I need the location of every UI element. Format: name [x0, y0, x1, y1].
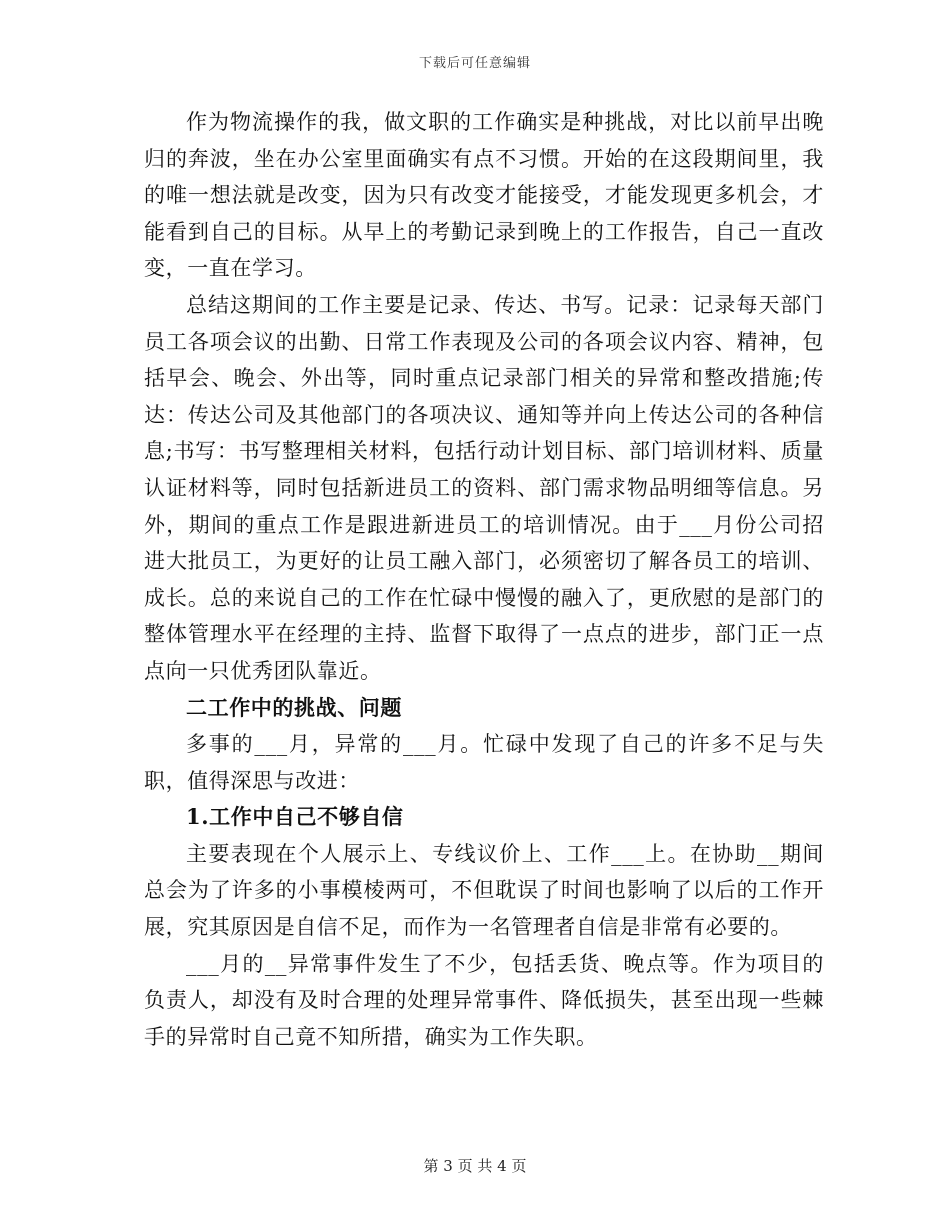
page-number: 第 3 页 共 4 页 — [423, 1157, 527, 1175]
page-header-note: 下载后可任意编辑 — [418, 56, 531, 71]
paragraph-intro: 作为物流操作的我，做文职的工作确实是种挑战，对比以前早出晚归的奔波，坐在办公室里面确实有点不习惯。开始的在这段期间里，我的唯一想法就是改变，因为只有改变才能接受，才能发现更多机会，才能看到自己的目标。从早上的考勤记录到晚上的工作报告，自己一直改变，一直在学习。 — [144, 110, 824, 281]
paragraph-confidence-detail: 主要表现在个人展示上、专线议价上、工作___上。在协助__期间总会为了许多的小事模棱两可，不但耽误了时间也影响了以后的工作开展，究其原因是自信不足，而作为一名管理者自信是非常有必要的。 — [144, 841, 824, 940]
paragraph-section-intro: 多事的___月，异常的___月。忙碌中发现了自己的许多不足与失职，值得深思与改进： — [144, 732, 824, 793]
paragraph-incidents: ___月的__异常事件发生了不少，包括丢货、晚点等。作为项目的负责人，却没有及时合理的处理异常事件、降低损失，甚至出现一些棘手的异常时自己竟不知所措，确实为工作失职。 — [144, 951, 824, 1049]
document-body — [144, 104, 824, 1055]
paragraph-work-summary: 总结这期间的工作主要是记录、传达、书写。记录：记录每天部门员工各项会议的出勤、日常工作表现及公司的各项会议内容、精神，包括早会、晚会、外出等，同时重点记录部门相关的异常和整改措施;传达：传达公司及其他部门的各项决议、通知等并向上传达公司的各种信息;书写：书写整理相关材料，包括行动计划目标、部门培训材料、质量认证材料等，同时包括新进员工的资料、部门需求物品明细等信息。另外，期间的重点工作是跟进新进员工的培训情况。由于___月份公司招进大批员工，为更好的让员工融入部门，必须密切了解各员工的培训、成长。总的来说自己的工作在忙碌中慢慢的融入了，更欣慰的是部门的整体管理水平在经理的主持、监督下取得了一点点的进步，部门正一点点向一只优秀团队靠近。 — [144, 292, 824, 683]
section-heading-challenges: 二工作中的挑战、问题 — [186, 694, 402, 720]
subheading-confidence: 1.工作中自己不够自信 — [186, 804, 404, 830]
